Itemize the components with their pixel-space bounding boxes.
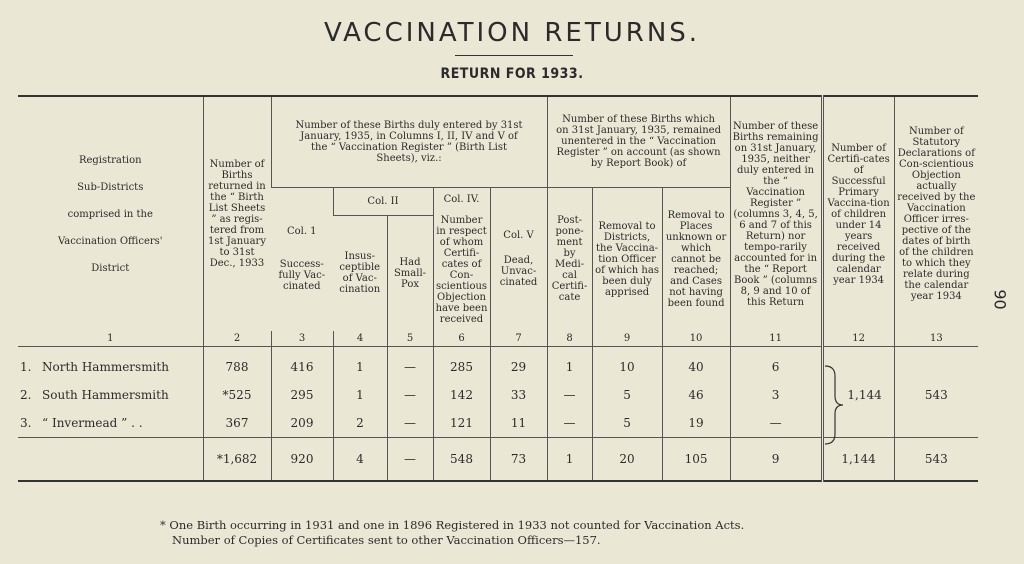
- table-cell: 6: [730, 347, 822, 382]
- table-cell: 788: [203, 347, 271, 382]
- footnote: [160, 518, 744, 548]
- table-cell: 121: [433, 409, 490, 438]
- column-number: 4: [333, 331, 387, 347]
- table-cell: —: [387, 381, 433, 409]
- table-cell: —: [730, 409, 822, 438]
- table-cell: 10: [592, 347, 662, 382]
- table-cell: 2: [333, 409, 387, 438]
- merged-declarations-cell: 543: [894, 347, 978, 438]
- table-cell: —: [387, 409, 433, 438]
- total-cell: —: [387, 438, 433, 482]
- column-number: 10: [662, 331, 730, 347]
- total-cell: 9: [730, 438, 822, 482]
- page-title: VACCINATION RETURNS.: [323, 18, 701, 48]
- table-cell: 1: [547, 347, 592, 382]
- column-number: 7: [490, 331, 547, 347]
- district-cell: 2. South Hammersmith: [20, 387, 169, 402]
- table-cell: 46: [662, 381, 730, 409]
- table-cell: *525: [203, 381, 271, 409]
- totals-label-cell: [18, 438, 203, 482]
- removal-districts-header: Removal to Districts, the Vaccina-tion Officer of which has been duly apprised: [592, 187, 662, 331]
- table-cell: 1: [333, 381, 387, 409]
- table-cell: 3: [730, 381, 822, 409]
- title-underline: [455, 55, 573, 56]
- column-number: 12: [822, 331, 894, 347]
- total-cell: 920: [271, 438, 333, 482]
- return-year-heading: RETURN FOR 1933.: [440, 66, 584, 82]
- table-cell: 33: [490, 381, 547, 409]
- column-number: 3: [271, 331, 333, 347]
- table-cell: 285: [433, 347, 490, 382]
- total-cell: 105: [662, 438, 730, 482]
- total-cell: *1,682: [203, 438, 271, 482]
- total-cell: 73: [490, 438, 547, 482]
- total-cell: 548: [433, 438, 490, 482]
- table-cell: —: [547, 409, 592, 438]
- col4-header: Col. IV. Number in respect of whom Certifi-cates of Con-scientious Objection have been received: [433, 187, 490, 331]
- table-cell: 295: [271, 381, 333, 409]
- col5-header: Col. V Dead, Unvac-cinated: [490, 187, 547, 331]
- table-cell: 142: [433, 381, 490, 409]
- total-cell: 4: [333, 438, 387, 482]
- table-cell: 19: [662, 409, 730, 438]
- column-number: 9: [592, 331, 662, 347]
- district-cell: 3. “ Invermead ” . .: [20, 415, 143, 430]
- column-number-row: [18, 331, 978, 347]
- births-returned-header: Number of Births returned in the “ Birth List Sheets ” as regis-tered from 1st January to 31st Dec., 1933: [203, 96, 271, 331]
- table-cell: 5: [592, 381, 662, 409]
- entered-group-header: Number of these Births duly entered by 31st January, 1935, in Columns I, II, IV and V of the “ Vaccination Register ” (Birth List Sheets), viz.:: [271, 96, 547, 187]
- column-number: 13: [894, 331, 978, 347]
- total-cell: 20: [592, 438, 662, 482]
- column-number: 2: [203, 331, 271, 347]
- table-cell: 209: [271, 409, 333, 438]
- table-cell: 40: [662, 347, 730, 382]
- footnote-line: Number of Copies of Certificates sent to other Vaccination Officers—157.: [172, 533, 601, 547]
- col1-header: Col. 1 Success-fully Vac-cinated: [278, 226, 326, 293]
- col2-header: Col. II: [333, 187, 433, 215]
- certificates-header: Number of Certifi-cates of Successful Primary Vaccina-tion of children under 14 years received during the calendar year 1934: [822, 96, 894, 331]
- total-cell: 1: [547, 438, 592, 482]
- remaining-header: Number of these Births remaining on 31st January, 1935, neither duly entered in the “ Vaccination Register ” (columns 3, 4, 5, 6 and 7 of this Return) nor tempo-rarily accounted for in the “ Report Book ” (columns 8, 9 and 10 of this Return: [730, 96, 822, 331]
- column-number: 6: [433, 331, 490, 347]
- table-cell: 11: [490, 409, 547, 438]
- removal-unknown-header: Removal to Places unknown or which cannot be reached; and Cases not having been found: [662, 187, 730, 331]
- footnote-line: * One Birth occurring in 1931 and one in 1896 Registered in 1933 not counted for Vaccination Acts.: [160, 518, 745, 532]
- unentered-group-header: Number of these Births which on 31st January, 1935, remained unentered in the “ Vaccination Register ” on account (as shown by Report Book) of: [547, 96, 730, 187]
- table-cell: —: [547, 381, 592, 409]
- table-cell: —: [387, 347, 433, 382]
- table-cell: 416: [271, 347, 333, 382]
- district-cell: 1. North Hammersmith: [20, 359, 169, 374]
- total-cell: 543: [894, 438, 978, 482]
- column-number: 5: [387, 331, 433, 347]
- merged-certificates-cell: 1,144: [822, 347, 894, 438]
- postponement-header: Post-pone-ment by Medi-cal Certifi-cate: [547, 187, 592, 331]
- col2-smallpox-header: Had Small-Pox: [387, 215, 433, 331]
- curly-brace-icon: [823, 364, 845, 446]
- column-number: 11: [730, 331, 822, 347]
- column-number: 8: [547, 331, 592, 347]
- district-header: Registration Sub-Districts comprised in the Vaccination Officers' District: [18, 96, 203, 331]
- column-number: 1: [18, 331, 203, 347]
- table-cell: 29: [490, 347, 547, 382]
- statutory-declarations-header: Number of Statutory Declarations of Con-scientious Objection actually received by the Vaccination Officer irres-pective of the dates of birth of the children to which they relate during the calendar year 1934: [894, 96, 978, 331]
- page-number: 90: [990, 289, 1010, 310]
- table-cell: 5: [592, 409, 662, 438]
- col2-insusceptible-header: Insus-ceptible of Vac-cination: [339, 251, 381, 296]
- total-cell: 1,144: [822, 438, 894, 482]
- table-cell: 1: [333, 347, 387, 382]
- table-cell: 367: [203, 409, 271, 438]
